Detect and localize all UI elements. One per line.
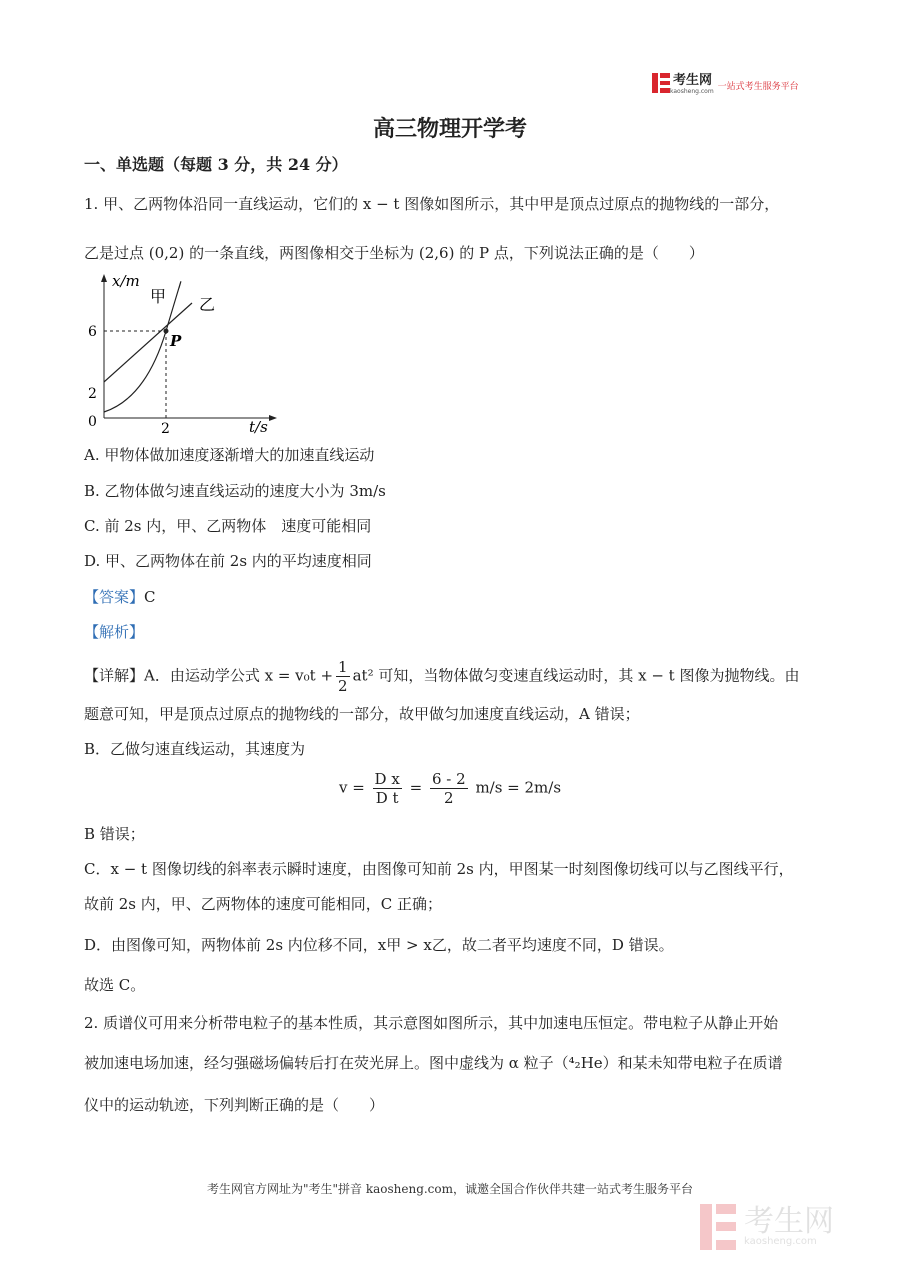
logo-name: 考生网 xyxy=(673,73,713,88)
q1-stem-line1: 1. 甲、乙两物体沿同一直线运动，它们的 x − t 图像如图所示，其中甲是顶点过原点的抛物线的一部分， xyxy=(84,195,780,213)
tick-y-6: 6 xyxy=(88,324,97,340)
watermark-url: kaosheng.com xyxy=(744,1235,817,1247)
detail-c-line1: C．x − t 图像切线的斜率表示瞬时速度，由图像可知前 2s 内，甲图某一时刻图像切线可以与乙图线平行， xyxy=(84,860,794,878)
watermark xyxy=(700,1204,834,1250)
logo-slogan: 一站式考生服务平台 xyxy=(717,81,799,92)
velocity-formula xyxy=(0,770,900,807)
formula-frac1 xyxy=(373,770,402,807)
half-fraction xyxy=(336,658,350,695)
x-axis-label: t/s xyxy=(249,418,268,436)
answer-value: C xyxy=(144,588,156,606)
q1-option-c: C. 前 2s 内，甲、乙两物体 速度可能相同 xyxy=(84,517,372,535)
q1-stem-line2: 乙是过点 (0,2) 的一条直线，两图像相交于坐标为 (2,6) 的 P 点，下列说法正确的是（ ） xyxy=(84,244,704,262)
q1-option-a: A. 甲物体做加速度逐渐增大的加速直线运动 xyxy=(84,446,375,464)
logo-text-block xyxy=(670,70,714,96)
detail-a-part2: at² 可知，当物体做匀变速直线运动时，其 x − t 图像为抛物线。由 xyxy=(352,666,800,685)
formula-num1: D x xyxy=(374,770,400,788)
q1-option-d: D. 甲、乙两物体在前 2s 内的平均速度相同 xyxy=(84,552,372,570)
point-p xyxy=(164,329,169,334)
detail-a-line1 xyxy=(84,658,799,695)
formula-den2: 2 xyxy=(444,789,454,807)
footer-text: 考生网官方网址为"考生"拼音 kaosheng.com，诚邀全国合作伙伴共建一站式考生服务平台 xyxy=(206,1182,694,1196)
half-num: 1 xyxy=(338,658,348,676)
logo-url: kaosheng.com xyxy=(670,88,714,95)
y-axis-label: x/m xyxy=(112,272,140,290)
detail-tag: 【详解】 xyxy=(84,666,145,685)
answer-tag: 【答案】 xyxy=(84,588,145,606)
label-p: P xyxy=(170,332,182,350)
tick-y-2: 2 xyxy=(88,386,97,402)
tick-x-2: 2 xyxy=(161,421,170,437)
origin-label: 0 xyxy=(88,414,97,430)
conclusion: 故选 C。 xyxy=(84,976,146,994)
formula-tail: m/s = 2m/s xyxy=(475,778,562,797)
formula-num2: 6 - 2 xyxy=(431,770,466,788)
detail-a-line2: 题意可知，甲是顶点过原点的抛物线的一部分，故甲做匀加速度直线运动，A 错误； xyxy=(84,705,640,723)
watermark-icon xyxy=(700,1204,736,1250)
detail-b-line2: B 错误； xyxy=(84,825,145,843)
watermark-text-block xyxy=(736,1203,834,1247)
analysis-tag: 【解析】 xyxy=(84,623,145,641)
q2-line2: 被加速电场加速，经匀强磁场偏转后打在荧光屏上。图中虚线为 α 粒子（⁴₂He）和某未知带电粒子在质谱 xyxy=(84,1054,783,1072)
formula-frac2 xyxy=(430,770,468,807)
q1-answer-line xyxy=(84,586,156,607)
header-logo xyxy=(652,72,799,94)
label-jia: 甲 xyxy=(150,287,167,306)
page-title: 高三物理开学考 xyxy=(372,116,527,142)
detail-d-line: D．由图像可知，两物体前 2s 内位移不同，x甲 > x乙，故二者平均速度不同，D 错误。 xyxy=(84,936,674,954)
section-heading: 一、单选题（每题 3 分，共 24 分） xyxy=(84,155,348,174)
formula-v: v = xyxy=(338,778,365,797)
x-axis-arrow xyxy=(269,415,277,421)
half-den: 2 xyxy=(338,677,348,695)
q2-line1: 2. 质谱仪可用来分析带电粒子的基本性质，其示意图如图所示，其中加速电压恒定。带电粒子从静止开始 xyxy=(84,1014,779,1032)
detail-c-line2: 故前 2s 内，甲、乙两物体的速度可能相同，C 正确； xyxy=(84,895,443,913)
q1-xt-graph xyxy=(84,270,284,440)
q1-option-b: B. 乙物体做匀速直线运动的速度大小为 3m/s xyxy=(84,482,386,500)
q2-line3: 仪中的运动轨迹，下列判断正确的是（ ） xyxy=(84,1096,385,1114)
watermark-text: 考生网 xyxy=(744,1203,834,1239)
y-axis-arrow xyxy=(101,274,107,282)
logo-icon xyxy=(652,73,670,93)
detail-b-line1: B．乙做匀速直线运动，其速度为 xyxy=(84,740,306,758)
detail-a-part1: A．由运动学公式 x = v₀t + xyxy=(144,666,334,685)
label-yi: 乙 xyxy=(199,295,216,314)
formula-eq1: = xyxy=(409,778,423,797)
formula-den1: D t xyxy=(375,789,399,807)
